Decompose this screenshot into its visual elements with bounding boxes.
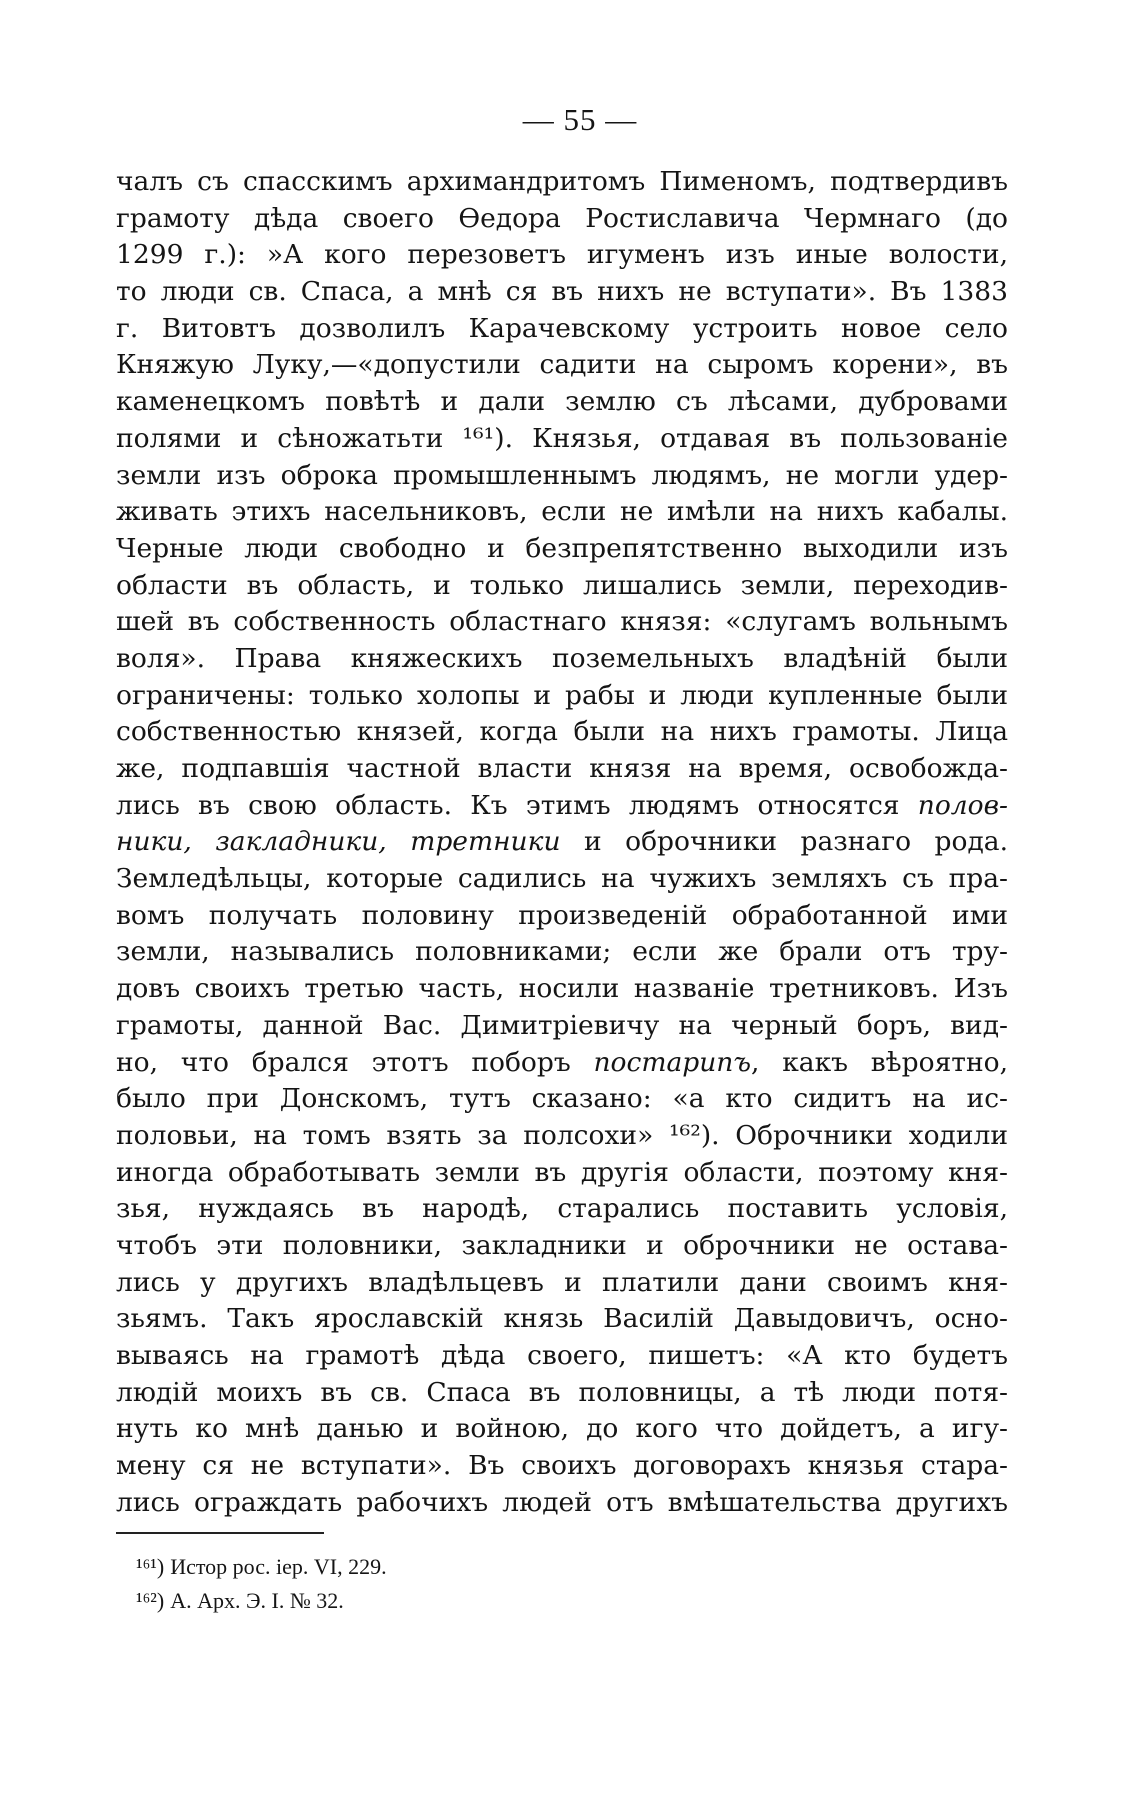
line-text: Черные люди свободно и безпрепятственно выходили изъ <box>116 532 1008 564</box>
line-text: г. Витовтъ дозволилъ Карачевскому устроить новое село <box>116 312 1008 344</box>
line-text: полями и сѣножатьти ¹⁶¹). Князья, отдавая въ пользованіе <box>116 422 1008 454</box>
text-line <box>116 1118 1008 1155</box>
text-line <box>116 311 1008 348</box>
text-line <box>116 568 1008 605</box>
line-text: но, что брался этотъ поборъ <box>116 1046 594 1078</box>
line-text: зьямъ. Такъ ярославскій князь Василій Давыдовичъ, осно- <box>116 1303 1008 1335</box>
line-text: зья, нуждаясь въ народѣ, старались поставить условія, <box>116 1193 1008 1225</box>
line-text: же, подпавшія частной власти князя на время, освобожда- <box>116 753 1008 784</box>
line-text: чтобъ эти половники, закладники и оброчники не остава- <box>116 1229 1008 1261</box>
line-text: половьи, на томъ взять за полсохи» ¹⁶²). Оброчники ходили <box>116 1119 1008 1151</box>
text-line <box>116 458 1008 495</box>
line-text: лись въ свою область. Къ этимъ людямъ относятся <box>116 789 918 821</box>
text-line <box>116 531 1008 568</box>
page-number: — 55 — <box>522 102 638 137</box>
line-text: 1299 г.): »А кого перезоветъ игуменъ изъ иные волости, <box>116 239 1008 271</box>
footnote-mark: ¹⁶²) <box>136 1588 165 1613</box>
text-line <box>116 1008 1008 1045</box>
text-line <box>116 1411 1008 1448</box>
line-text: было при Донскомъ, тутъ сказано: «а кто сидитъ на ис- <box>116 1083 1008 1115</box>
line-text: каменецкомъ повѣтѣ и дали землю съ лѣсами, дубровами <box>116 386 1008 418</box>
line-text: Княжую Луку,—«допустили садити на сыромъ корени», въ <box>116 349 1008 381</box>
text-line <box>116 714 1008 751</box>
text-line <box>116 898 1008 935</box>
text-line <box>116 1265 1008 1302</box>
text-line <box>116 1485 1008 1522</box>
text-line <box>116 861 1008 898</box>
text-line <box>116 1045 1008 1082</box>
text-line <box>116 751 1008 788</box>
text-line <box>116 1155 1008 1192</box>
line-text-tail: , какъ вѣроятно, <box>751 1046 1008 1078</box>
line-text: нуть ко мнѣ данью и войною, до кого что дойдетъ, а игу- <box>116 1413 1008 1445</box>
footnote-text: Истор рос. іер. VI, 229. <box>170 1554 387 1579</box>
footnote-mark: ¹⁶¹) <box>136 1554 165 1579</box>
footnote-162 <box>136 1584 836 1618</box>
line-text: людій моихъ въ св. Спаса въ половницы, а тѣ люди потя- <box>116 1376 1008 1408</box>
footnotes <box>136 1550 836 1618</box>
text-line <box>116 1301 1008 1338</box>
text-line <box>116 421 1008 458</box>
line-text: чалъ съ спасскимъ архимандритомъ Пименомъ, подтвердивъ <box>116 166 1008 197</box>
text-line <box>116 934 1008 971</box>
line-text: довъ своихъ третью часть, носили названіе третниковъ. Изъ <box>116 973 1008 1005</box>
italic-term: ники, закладники, третники <box>116 826 561 858</box>
line-text: области въ область, и только лишались земли, переходив- <box>116 569 1008 601</box>
italic-term: постарипъ <box>593 1046 752 1078</box>
text-line <box>116 1081 1008 1118</box>
text-line <box>116 201 1008 238</box>
line-text: Земледѣльцы, которые садились на чужихъ земляхъ съ пра- <box>116 863 1008 895</box>
line-text: живать этихъ насельниковъ, если не имѣли на нихъ кабалы. <box>116 496 1008 528</box>
line-text: мену ся не вступати». Въ своихъ договорахъ князья стара- <box>116 1450 1008 1482</box>
line-text: воля». Права княжескихъ поземельныхъ владѣній были <box>116 642 1008 674</box>
line-text: земли, назывались половниками; если же брали отъ тру- <box>116 936 1008 968</box>
text-line <box>116 237 1008 274</box>
text-line <box>116 678 1008 715</box>
text-line <box>116 384 1008 421</box>
italic-term: полов- <box>917 789 1008 821</box>
line-text: то люди св. Спаса, а мнѣ ся въ нихъ не вступати». Въ 1383 <box>116 276 1008 308</box>
text-line <box>116 1228 1008 1265</box>
text-line <box>116 971 1008 1008</box>
text-line <box>116 494 1008 531</box>
footnote-161 <box>136 1550 836 1584</box>
line-text: и оброчники разнаго рода. <box>560 826 1008 858</box>
text-line <box>116 824 1008 861</box>
line-text: земли изъ оброка промышленнымъ людямъ, не могли удер- <box>116 459 1008 491</box>
text-line <box>116 274 1008 311</box>
line-text: ограничены: только холопы и рабы и люди купленные были <box>116 679 1008 711</box>
footnote-divider <box>116 1532 324 1534</box>
line-text: вываясь на грамотѣ дѣда своего, пишетъ: «А кто будетъ <box>116 1340 1008 1371</box>
line-text: вомъ получать половину произведеній обработанной ими <box>116 899 1008 931</box>
text-line <box>116 1191 1008 1228</box>
text-line <box>116 164 1008 201</box>
line-text: лись у другихъ владѣльцевъ и платили дани своимъ кня- <box>116 1266 1008 1298</box>
line-text: собственностью князей, когда были на нихъ грамоты. Лица <box>116 716 1008 748</box>
text-line <box>116 641 1008 678</box>
line-text: грамоты, данной Вас. Димитріевичу на черный боръ, вид- <box>116 1009 1008 1041</box>
text-line <box>116 347 1008 384</box>
line-text: иногда обработывать земли въ другія области, поэтому кня- <box>116 1156 1008 1188</box>
text-line <box>116 1375 1008 1412</box>
footnote-text: А. Арх. Э. I. № 32. <box>170 1588 344 1613</box>
body-text <box>116 164 1008 1521</box>
line-text: лись ограждать рабочихъ людей отъ вмѣшательства другихъ <box>116 1486 1008 1518</box>
text-line <box>116 604 1008 641</box>
line-text: грамоту дѣда своего Ѳедора Ростиславича Чермнаго (до <box>116 202 1008 234</box>
text-line <box>116 788 1008 825</box>
text-line <box>116 1448 1008 1485</box>
line-text: шей въ собственность областнаго князя: «слугамъ вольнымъ <box>116 606 1008 638</box>
text-line <box>116 1338 1008 1375</box>
